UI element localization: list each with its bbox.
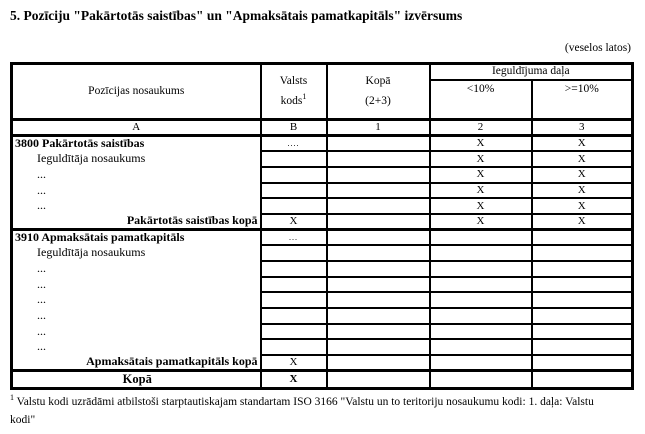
table-row — [12, 245, 633, 261]
total-cell — [327, 151, 430, 167]
table-row — [12, 214, 633, 230]
share-gte10-cell: X — [532, 167, 633, 183]
position-label-cell: ... — [12, 183, 261, 199]
share-lt10-cell — [430, 230, 532, 246]
table-row — [12, 308, 633, 324]
share-lt10-cell — [430, 277, 532, 293]
footnote-text: Valstu kodi uzrādāmi atbilstoši starptautiskajam standartam ISO 3166 "Valstu un to teritoriju nosaukumu kodi: 1. daļa: Valstu kodi" — [10, 396, 594, 426]
header-investment-share: Ieguldījuma daļa — [430, 64, 633, 81]
header-group-row — [12, 64, 633, 81]
table-row — [12, 183, 633, 199]
country-code-cell — [261, 292, 327, 308]
total-cell — [327, 371, 430, 388]
share-gte10-cell — [532, 277, 633, 293]
table-row — [12, 371, 633, 388]
country-code-cell — [261, 167, 327, 183]
table-row — [12, 355, 633, 371]
country-code-cell — [261, 245, 327, 261]
table-row — [12, 324, 633, 340]
total-cell — [327, 292, 430, 308]
country-code-cell: X — [261, 355, 327, 371]
share-gte10-cell — [532, 355, 633, 371]
share-gte10-cell — [532, 324, 633, 340]
footnote — [10, 394, 610, 430]
share-gte10-cell: X — [532, 183, 633, 199]
share-lt10-cell — [430, 308, 532, 324]
position-label-cell: 3800 Pakārtotās saistības — [12, 136, 261, 152]
country-code-cell — [261, 339, 327, 355]
table-row — [12, 167, 633, 183]
country-code-cell: .... — [261, 136, 327, 152]
position-label-cell: ... — [12, 324, 261, 340]
share-gte10-cell: X — [532, 198, 633, 214]
share-lt10-cell — [430, 292, 532, 308]
table-row — [12, 198, 633, 214]
share-lt10-cell: X — [430, 151, 532, 167]
column-letter-a: A — [12, 120, 261, 136]
position-label-cell: ... — [12, 292, 261, 308]
country-code-cell — [261, 261, 327, 277]
share-gte10-cell — [532, 230, 633, 246]
positions-table — [10, 62, 634, 390]
header-country-code-footnote-ref: 1 — [302, 91, 307, 101]
position-label-cell: 3910 Apmaksātais pamatkapitāls — [12, 230, 261, 246]
share-gte10-cell — [532, 261, 633, 277]
country-code-cell — [261, 183, 327, 199]
table-row — [12, 261, 633, 277]
total-cell — [327, 324, 430, 340]
header-position-name: Pozīcijas nosaukums — [12, 64, 261, 120]
header-country-code — [261, 64, 327, 120]
header-share-gte10: >=10% — [532, 80, 633, 120]
share-gte10-cell: X — [532, 151, 633, 167]
share-gte10-cell — [532, 339, 633, 355]
header-country-code-label: Valsts kods — [279, 74, 308, 107]
country-code-cell — [261, 308, 327, 324]
position-label-cell: ... — [12, 308, 261, 324]
country-code-cell: X — [261, 214, 327, 230]
column-letter-b: B — [261, 120, 327, 136]
header-total — [327, 64, 430, 120]
position-label-cell: ... — [12, 261, 261, 277]
position-label-cell: Kopā — [12, 371, 261, 388]
position-label-cell: Ieguldītāja nosaukums — [12, 245, 261, 261]
share-lt10-cell: X — [430, 183, 532, 199]
country-code-cell — [261, 151, 327, 167]
footnote-sup: 1 — [10, 393, 14, 403]
table-row — [12, 277, 633, 293]
share-gte10-cell — [532, 371, 633, 388]
column-letter-1: 1 — [327, 120, 430, 136]
total-cell — [327, 277, 430, 293]
table-row — [12, 136, 633, 152]
page-title: 5. Pozīciju "Pakārtotās saistības" un "Apmaksātais pamatkapitāls" izvērsums — [10, 8, 463, 23]
total-cell — [327, 183, 430, 199]
share-lt10-cell — [430, 261, 532, 277]
country-code-cell: ... — [261, 230, 327, 246]
position-label-cell: ... — [12, 167, 261, 183]
country-code-cell — [261, 277, 327, 293]
share-lt10-cell: X — [430, 214, 532, 230]
total-cell — [327, 355, 430, 371]
header-share-lt10: <10% — [430, 80, 532, 120]
position-label-cell: Apmaksātais pamatkapitāls kopā — [12, 355, 261, 371]
share-lt10-cell: X — [430, 167, 532, 183]
total-cell — [327, 261, 430, 277]
position-label-cell: ... — [12, 277, 261, 293]
share-lt10-cell — [430, 245, 532, 261]
total-cell — [327, 198, 430, 214]
table-row — [12, 230, 633, 246]
share-gte10-cell: X — [532, 136, 633, 152]
position-label-cell: ... — [12, 339, 261, 355]
position-label-cell: Pakārtotās saistības kopā — [12, 214, 261, 230]
position-label-cell: Ieguldītāja nosaukums — [12, 151, 261, 167]
header-total-label: Kopā (2+3) — [365, 74, 391, 107]
total-cell — [327, 136, 430, 152]
total-cell — [327, 214, 430, 230]
total-cell — [327, 308, 430, 324]
total-cell — [327, 230, 430, 246]
share-gte10-cell: X — [532, 214, 633, 230]
total-cell — [327, 339, 430, 355]
country-code-cell — [261, 324, 327, 340]
header-letters-row — [12, 120, 633, 136]
total-cell — [327, 167, 430, 183]
share-lt10-cell — [430, 324, 532, 340]
table-row — [12, 151, 633, 167]
table-row — [12, 292, 633, 308]
share-gte10-cell — [532, 292, 633, 308]
share-lt10-cell — [430, 355, 532, 371]
table-body — [12, 136, 633, 389]
country-code-cell: X — [261, 371, 327, 388]
share-gte10-cell — [532, 245, 633, 261]
share-lt10-cell: X — [430, 136, 532, 152]
share-gte10-cell — [532, 308, 633, 324]
table-row — [12, 339, 633, 355]
units-note: (veselos latos) — [564, 42, 631, 54]
share-lt10-cell — [430, 339, 532, 355]
total-cell — [327, 245, 430, 261]
column-letter-2: 2 — [430, 120, 532, 136]
share-lt10-cell — [430, 371, 532, 388]
share-lt10-cell: X — [430, 198, 532, 214]
header-country-code-text — [274, 72, 314, 111]
position-label-cell: ... — [12, 198, 261, 214]
column-letter-3: 3 — [532, 120, 633, 136]
country-code-cell — [261, 198, 327, 214]
